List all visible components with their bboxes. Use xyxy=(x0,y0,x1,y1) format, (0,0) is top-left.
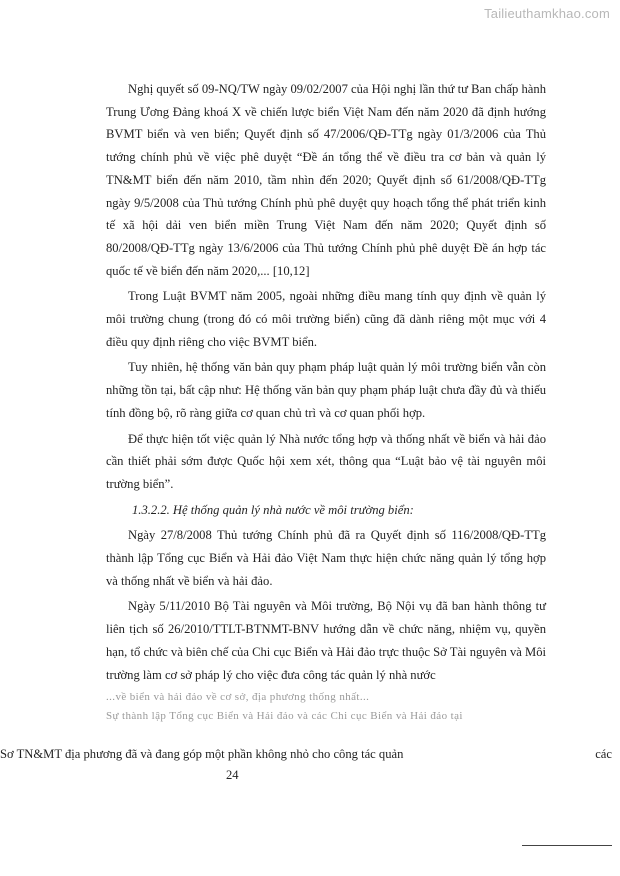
paragraph-1: Nghị quyết số 09-NQ/TW ngày 09/02/2007 của Hội nghị lần thứ tư Ban chấp hành Trung Ương Đảng khoá X về chiến lược biển Việt Nam đến năm 2020 đã định hướng BVMT biển và ven biển; Quyết định số 47/2006/QĐ-TTg ngày 01/3/2006 của Thủ tướng chính phủ về việc phê duyệt “Đề án tổng thể về điều tra cơ bản và quản lý TN&MT biển đến năm 2010, tầm nhìn đến 2020; Quyết định số 61/2008/QĐ-TTg ngày 9/5/2008 của Thủ tướng Chính phủ phê duyệt quy hoạch tổng thể phát triển kinh tế xã hội dải ven biển miền Trung Việt Nam đến năm 2020; Quyết định số 80/2008/QĐ-TTg ngày 13/6/2006 của Thủ tướng Chính phủ phê duyệt Đề án hợp tác quốc tế về biển đến năm 2020,... [10,12] xyxy=(106,82,546,278)
watermark: Tailieuthamkhao.com xyxy=(484,6,610,21)
footnote-rule xyxy=(522,845,612,846)
paragraph-4: Để thực hiện tốt việc quản lý Nhà nước tổng hợp và thống nhất về biển và hải đảo cần thiết phải sớm được Quốc hội xem xét, thông qua “Luật bảo vệ tài nguyên môi trường biển”. xyxy=(106,431,546,491)
page-number: 24 xyxy=(226,768,239,782)
side-word: các xyxy=(595,747,612,761)
paragraph-3: Tuy nhiên, hệ thống văn bản quy phạm pháp luật quản lý môi trường biển vẫn còn những tồn tại, bất cập như: Hệ thống văn bản quy phạm pháp luật chưa đầy đủ và thiếu tính đồng bộ, rõ ràng giữa cơ quan chủ trì và cơ quan phối hợp. xyxy=(106,360,546,420)
paragraph-5: Ngày 27/8/2008 Thủ tướng Chính phủ đã ra Quyết định số 116/2008/QĐ-TTg thành lập Tổng cục Biển và Hải đảo Việt Nam thực hiện chức năng quản lý tổng hợp và thống nhất về biển và hải đảo. xyxy=(106,528,546,588)
page-body xyxy=(106,78,546,727)
section-heading: 1.3.2.2. Hệ thống quản lý nhà nước về môi trường biển: xyxy=(132,502,414,517)
bottom-text-line: Sơ TN&MT địa phương đã và đang góp một phần không nhỏ cho công tác quản xyxy=(0,747,404,761)
paragraph-6: Ngày 5/11/2010 Bộ Tài nguyên và Môi trường, Bộ Nội vụ đã ban hành thông tư liên tịch số 26/2010/TTLT-BTNMT-BNV hướng dẫn về chức năng, nhiệm vụ, quyền hạn, tổ chức và biên chế của Chi cục Biển và Hải đảo trực thuộc Sở Tài nguyên và Môi trường làm cơ sở pháp lý cho việc đưa công tác quản lý nhà nước xyxy=(106,599,546,682)
paragraph-2: Trong Luật BVMT năm 2005, ngoài những điều mang tính quy định về quản lý môi trường chung (trong đó có môi trường biển) cũng đã dành riêng một mục với 4 điều quy định riêng cho việc BVMT biển. xyxy=(106,289,546,349)
garbled-line-2: Sự thành lập Tổng cục Biển và Hải đảo và các Chi cục Biển và Hải đảo tại xyxy=(106,710,463,723)
garbled-line-1: ...về biển và hải đảo về cơ sở, địa phương thống nhất... xyxy=(106,691,370,704)
